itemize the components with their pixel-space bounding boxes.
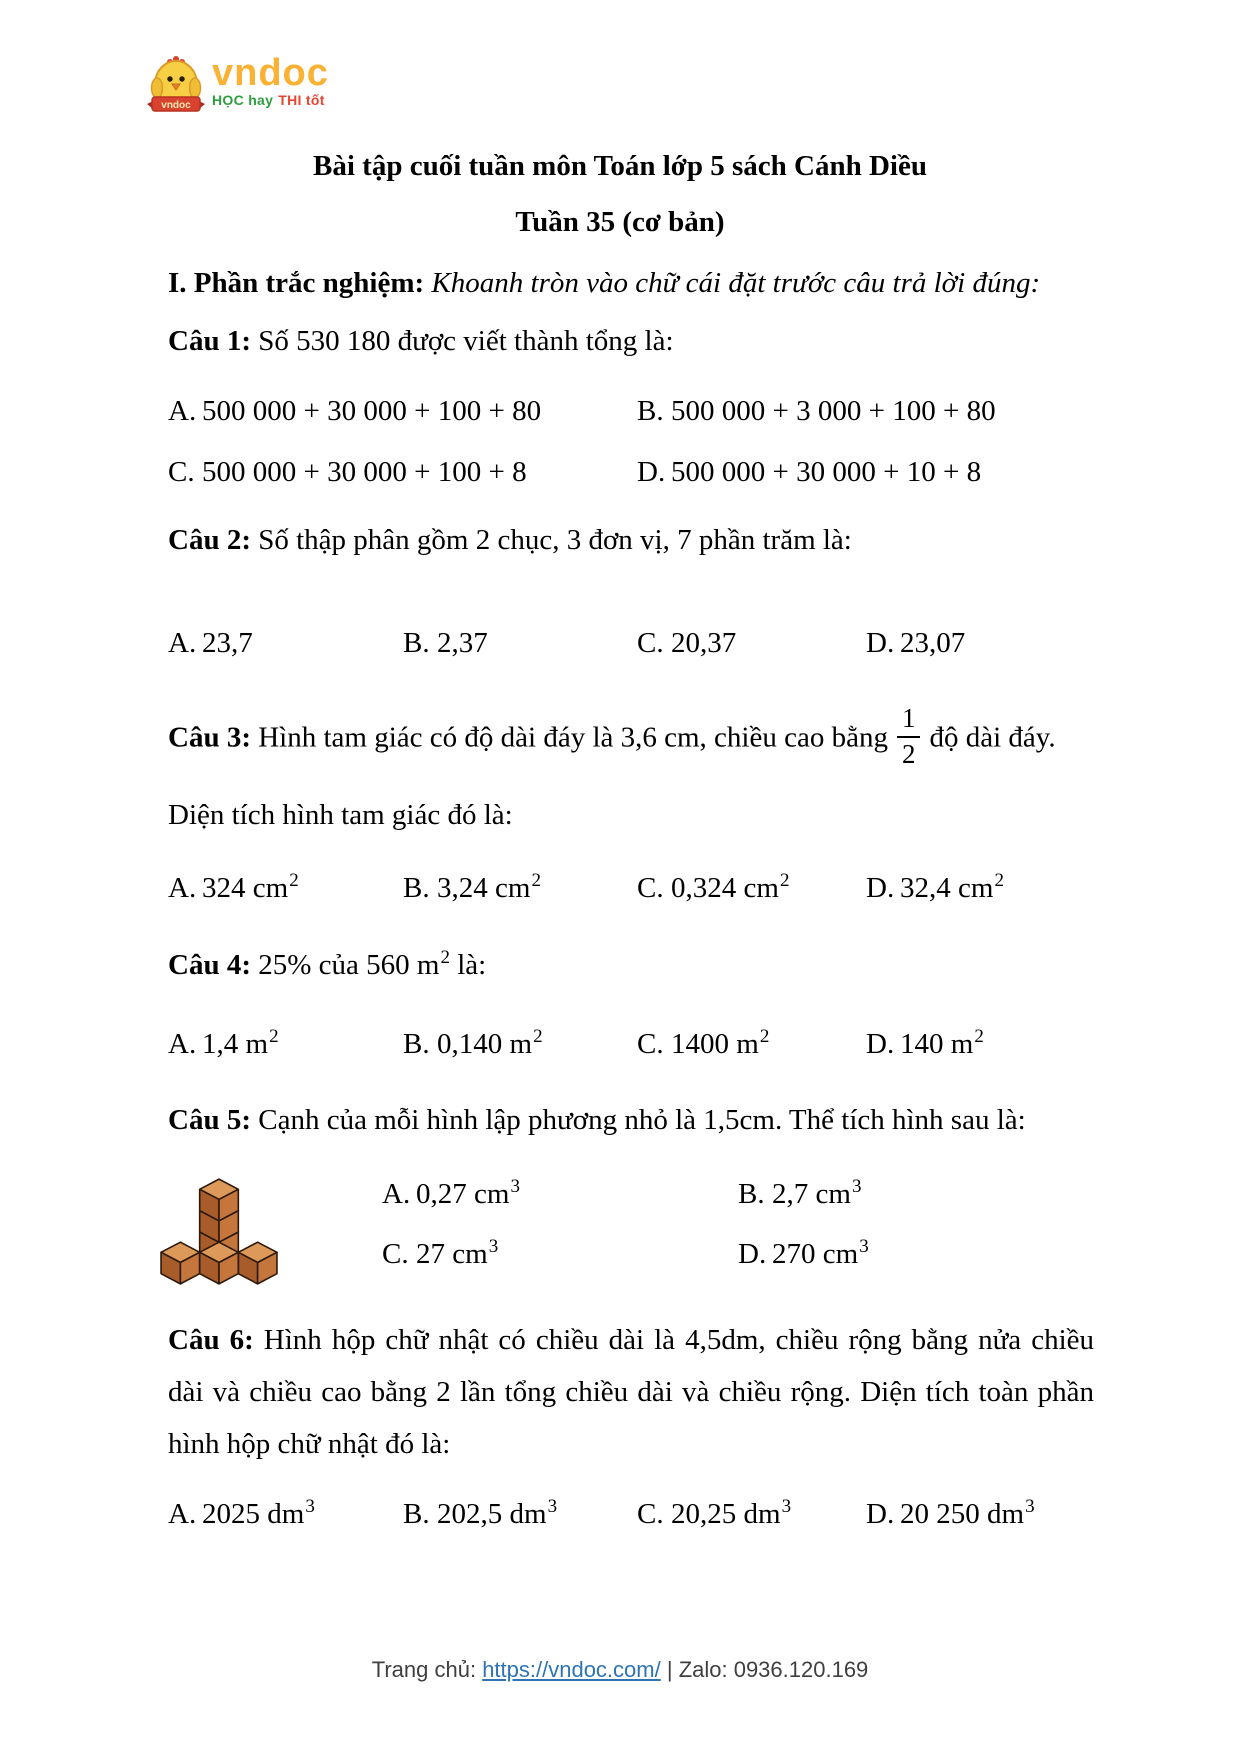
- option-text: 0,27 cm: [416, 1178, 510, 1210]
- option-exponent: 3: [547, 1496, 558, 1517]
- question-4-text-before: 25% của 560 m: [258, 949, 440, 981]
- option-key: B.: [403, 1498, 430, 1530]
- option-key: C.: [168, 456, 195, 488]
- question-6-option-c: [637, 1494, 791, 1534]
- question-2-option-c: [637, 623, 736, 663]
- option-exponent: 3: [305, 1496, 315, 1517]
- section-1-heading: [168, 263, 1040, 303]
- question-4-exponent: 2: [440, 947, 450, 968]
- question-3-option-c: [637, 868, 789, 908]
- question-2-option-b: [403, 623, 488, 663]
- question-3-option-a: [168, 868, 299, 908]
- option-text: 500 000 + 3 000 + 100 + 80: [671, 395, 996, 427]
- option-exponent: 3: [1025, 1496, 1035, 1517]
- page-footer: [0, 1655, 1240, 1685]
- option-key: A.: [168, 627, 197, 659]
- question-4-label: Câu 4:: [168, 949, 251, 981]
- question-4-option-c: [637, 1024, 769, 1064]
- question-6-option-d: [866, 1494, 1035, 1534]
- question-4-text-after: là:: [457, 949, 487, 981]
- option-text: 202,5 dm: [437, 1498, 547, 1530]
- option-text: 140 m: [900, 1028, 974, 1060]
- option-key: D.: [637, 456, 666, 488]
- option-key: B.: [403, 872, 430, 904]
- option-key: C.: [637, 872, 664, 904]
- option-text: 270 cm: [772, 1238, 859, 1270]
- option-exponent: 3: [781, 1496, 792, 1517]
- logo-tagline-part2: THI tốt: [278, 92, 325, 108]
- question-3-text-line2: Diện tích hình tam giác đó là:: [168, 799, 513, 831]
- question-3-label: Câu 3:: [168, 721, 251, 754]
- vndoc-logo: [146, 54, 329, 118]
- question-3-option-b: [403, 868, 541, 908]
- option-exponent: 3: [859, 1236, 869, 1257]
- section-1-label: I. Phần trắc nghiệm:: [168, 267, 425, 299]
- question-5-option-c: [382, 1234, 498, 1274]
- question-2-label: Câu 2:: [168, 524, 251, 556]
- option-key: A.: [168, 872, 197, 904]
- cube-stack-figure: [158, 1176, 280, 1288]
- option-text: 324 cm: [202, 872, 289, 904]
- option-text: 2,37: [437, 627, 488, 659]
- option-text: 3,24 cm: [437, 872, 531, 904]
- option-exponent: 2: [779, 870, 790, 891]
- option-text: 20,25 dm: [671, 1498, 781, 1530]
- question-1-option-a: [168, 391, 541, 431]
- option-key: A.: [168, 1498, 197, 1530]
- document-title: Bài tập cuối tuần môn Toán lớp 5 sách Cánh Diều: [313, 150, 927, 182]
- option-key: B.: [403, 627, 430, 659]
- question-1-option-b: [637, 391, 996, 431]
- document-subtitle: Tuần 35 (cơ bản): [515, 206, 725, 238]
- question-5-option-a: [382, 1174, 520, 1214]
- option-key: D.: [866, 1028, 895, 1060]
- option-text: 23,07: [900, 627, 966, 659]
- option-text: 1,4 m: [202, 1028, 269, 1060]
- option-text: 1400 m: [671, 1028, 759, 1060]
- option-key: B.: [403, 1028, 430, 1060]
- option-key: B.: [637, 395, 664, 427]
- question-5-option-b: [738, 1174, 861, 1214]
- option-text: 32,4 cm: [900, 872, 994, 904]
- option-exponent: 2: [759, 1026, 770, 1047]
- homepage-link[interactable]: https://vndoc.com/: [482, 1657, 661, 1682]
- question-4-option-b: [403, 1024, 543, 1064]
- option-key: A.: [382, 1178, 411, 1210]
- question-3: [168, 703, 1094, 772]
- logo-brand-text: vndoc: [212, 52, 329, 94]
- option-exponent: 3: [851, 1176, 862, 1197]
- question-6-text-line1: Hình hộp chữ nhật có chiều dài là 4,5dm, chiều rộng bằng nửa chiều: [263, 1324, 1094, 1356]
- option-exponent: 2: [289, 870, 299, 891]
- fraction-one-half: [897, 704, 921, 769]
- chick-mascot-icon: [146, 54, 206, 118]
- question-6-label: Câu 6:: [168, 1324, 254, 1356]
- option-exponent: 3: [510, 1176, 520, 1197]
- question-6-line1: [168, 1320, 1094, 1360]
- question-5-option-d: [738, 1234, 869, 1274]
- question-1-option-c: [168, 452, 527, 492]
- question-2: [168, 520, 852, 560]
- question-3-option-d: [866, 868, 1004, 908]
- option-key: C.: [637, 1498, 664, 1530]
- question-6-option-a: [168, 1494, 315, 1534]
- option-key: A.: [168, 1028, 197, 1060]
- option-text: 2,7 cm: [772, 1178, 851, 1210]
- question-3-text-after: độ dài đáy.: [929, 721, 1056, 754]
- question-4-option-a: [168, 1024, 279, 1064]
- question-5-label: Câu 5:: [168, 1104, 251, 1136]
- option-exponent: 2: [531, 870, 541, 891]
- section-1-instruction: Khoanh tròn vào chữ cái đặt trước câu trả lời đúng:: [431, 267, 1041, 299]
- question-4-option-d: [866, 1024, 984, 1064]
- option-key: B.: [738, 1178, 765, 1210]
- option-key: C.: [382, 1238, 409, 1270]
- question-2-option-d: [866, 623, 965, 663]
- logo-tagline: [212, 92, 329, 108]
- option-text: 2025 dm: [202, 1498, 305, 1530]
- option-exponent: 2: [269, 1026, 279, 1047]
- question-5: [168, 1100, 1026, 1140]
- footer-separator: |: [666, 1657, 673, 1682]
- question-4: [168, 945, 486, 985]
- fraction-denominator: 2: [897, 736, 921, 770]
- option-key: D.: [866, 872, 895, 904]
- option-text: 20,37: [671, 627, 737, 659]
- logo-banner-text: vndoc: [161, 100, 191, 111]
- footer-prefix: Trang chủ:: [371, 1657, 477, 1682]
- option-exponent: 2: [994, 870, 1004, 891]
- option-exponent: 3: [488, 1236, 499, 1257]
- question-1: [168, 321, 674, 361]
- option-text: 0,140 m: [437, 1028, 533, 1060]
- option-key: D.: [866, 627, 895, 659]
- option-key: A.: [168, 395, 197, 427]
- footer-zalo: Zalo: 0936.120.169: [678, 1657, 869, 1682]
- logo-tagline-part1: HỌC hay: [212, 92, 274, 108]
- option-key: D.: [866, 1498, 895, 1530]
- question-1-label: Câu 1:: [168, 325, 251, 357]
- question-5-text: Cạnh của mỗi hình lập phương nhỏ là 1,5cm. Thể tích hình sau là:: [258, 1104, 1026, 1136]
- option-text: 500 000 + 30 000 + 100 + 80: [202, 395, 542, 427]
- option-text: 23,7: [202, 627, 253, 659]
- option-text: 20 250 dm: [900, 1498, 1025, 1530]
- option-text: 500 000 + 30 000 + 100 + 8: [202, 456, 527, 488]
- question-3-text-before: Hình tam giác có độ dài đáy là 3,6 cm, chiều cao bằng: [258, 721, 888, 754]
- option-text: 27 cm: [416, 1238, 488, 1270]
- question-6-line3: hình hộp chữ nhật đó là:: [168, 1428, 451, 1460]
- option-exponent: 2: [974, 1026, 984, 1047]
- question-6-line2: dài và chiều cao bằng 2 lần tổng chiều dài và chiều rộng. Diện tích toàn phần: [168, 1376, 1094, 1408]
- question-2-text: Số thập phân gồm 2 chục, 3 đơn vị, 7 phần trăm là:: [258, 524, 852, 556]
- fraction-numerator: 1: [901, 703, 916, 733]
- question-1-text: Số 530 180 được viết thành tổng là:: [258, 325, 674, 357]
- option-key: C.: [637, 627, 664, 659]
- question-6-option-b: [403, 1494, 557, 1534]
- question-2-option-a: [168, 623, 253, 663]
- option-text: 0,324 cm: [671, 872, 779, 904]
- option-key: D.: [738, 1238, 767, 1270]
- option-exponent: 2: [533, 1026, 543, 1047]
- question-1-option-d: [637, 452, 981, 492]
- option-key: C.: [637, 1028, 664, 1060]
- option-text: 500 000 + 30 000 + 10 + 8: [671, 456, 982, 488]
